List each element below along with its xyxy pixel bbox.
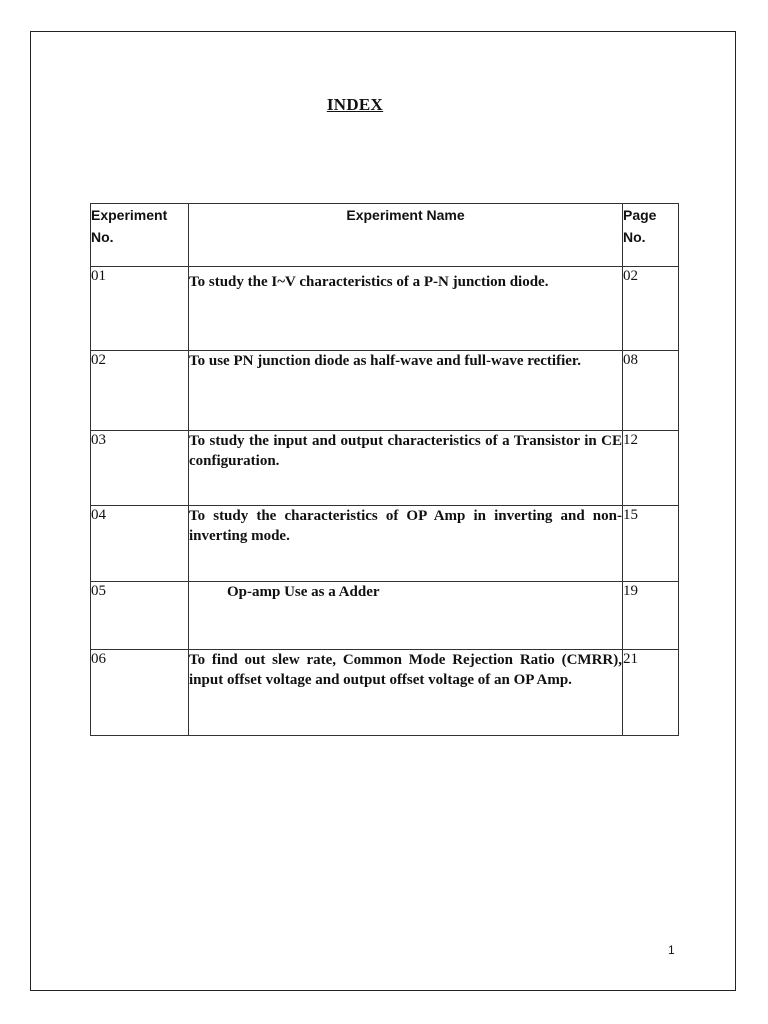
row-experiment-name: To find out slew rate, Common Mode Rejection Ratio (CMRR), input offset voltage and output offset voltage of an OP Amp.	[189, 650, 623, 736]
table-row	[91, 506, 679, 582]
row-page-no: 12	[623, 431, 679, 506]
row-experiment-no: 01	[91, 267, 189, 351]
table-row	[91, 582, 679, 650]
header-experiment-no-line1: Experiment	[91, 207, 168, 223]
row-page-no: 15	[623, 506, 679, 582]
row-experiment-no: 03	[91, 431, 189, 506]
page-number: 1	[668, 943, 675, 957]
row-experiment-name: To use PN junction diode as half-wave and full-wave rectifier.	[189, 351, 623, 431]
row-page-no: 02	[623, 267, 679, 351]
table-row	[91, 650, 679, 736]
header-page-no-line2: No.	[623, 229, 646, 245]
row-experiment-no: 05	[91, 582, 189, 650]
row-experiment-name: To study the characteristics of OP Amp in inverting and non-inverting mode.	[189, 506, 623, 582]
table-row	[91, 431, 679, 506]
index-table	[90, 203, 679, 736]
row-experiment-no: 04	[91, 506, 189, 582]
page-title: INDEX	[326, 95, 384, 114]
header-experiment-no-line2: No.	[91, 229, 114, 245]
row-experiment-name: To study the input and output characteristics of a Transistor in CE configuration.	[189, 431, 623, 506]
header-experiment-name: Experiment Name	[189, 204, 623, 267]
row-experiment-name: Op-amp Use as a Adder	[189, 582, 623, 650]
table-row	[91, 267, 679, 351]
header-page-no-line1: Page	[623, 207, 657, 223]
row-page-no: 08	[623, 351, 679, 431]
row-page-no: 19	[623, 582, 679, 650]
row-experiment-name: To study the I~V characteristics of a P-N junction diode.	[189, 267, 623, 351]
row-experiment-no: 02	[91, 351, 189, 431]
table-row	[91, 351, 679, 431]
header-experiment-no	[91, 204, 189, 267]
header-page-no	[623, 204, 679, 267]
table-header-row	[91, 204, 679, 267]
row-page-no: 21	[623, 650, 679, 736]
row-experiment-no: 06	[91, 650, 189, 736]
